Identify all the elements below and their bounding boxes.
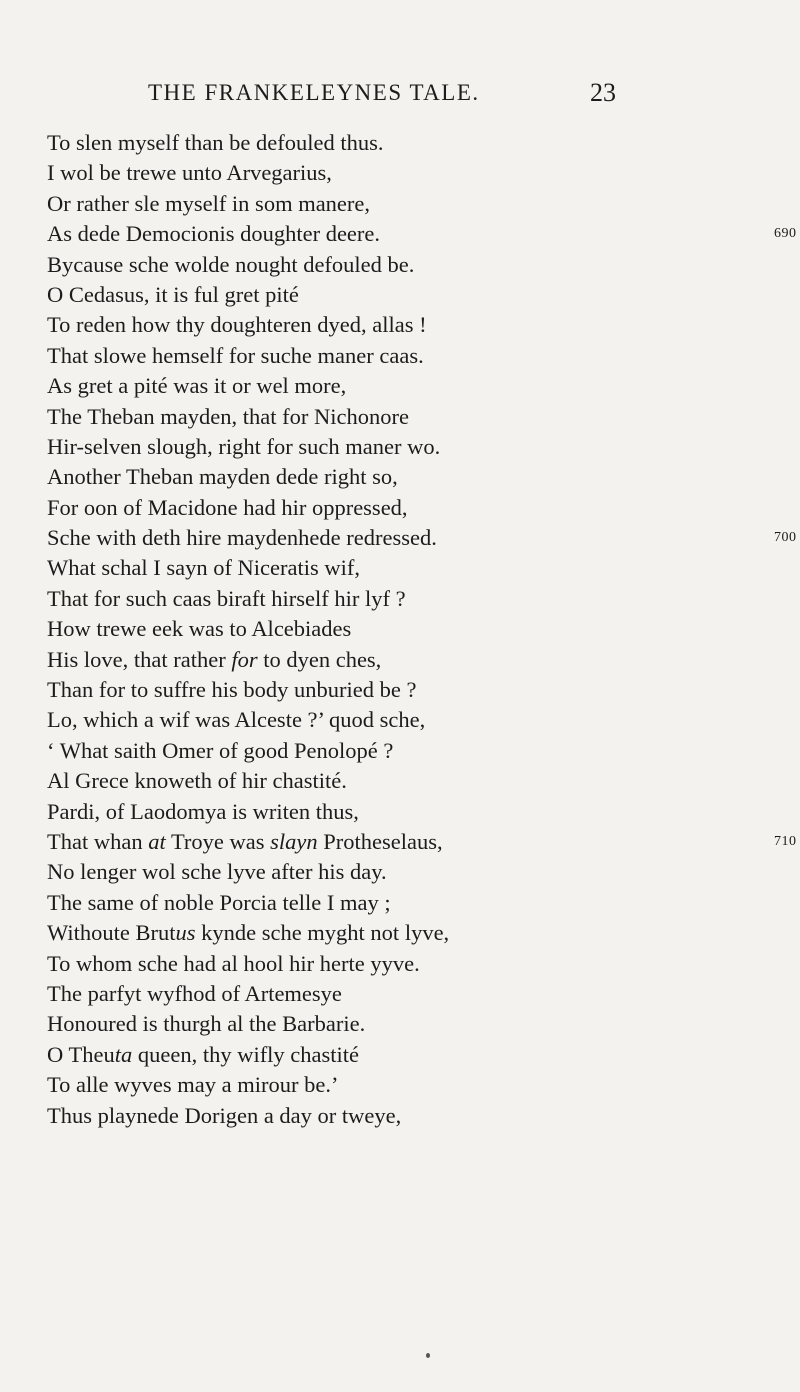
verse-text: To whom sche had al hool hir herte yyve. xyxy=(47,950,420,976)
verse-line xyxy=(47,1070,687,1100)
verse-text: To slen myself than be defouled thus. xyxy=(47,130,384,155)
verse-line xyxy=(47,341,687,371)
verse-line xyxy=(47,645,687,675)
verse-text: Honoured is thurgh al the Barbarie. xyxy=(47,1011,366,1037)
verse-line xyxy=(47,827,797,857)
verse-line xyxy=(47,888,687,918)
verse-text: I wol be trewe unto Arvegarius, xyxy=(47,160,332,186)
page-number: 23 xyxy=(590,78,616,107)
verse-line xyxy=(47,219,797,249)
verse-line xyxy=(47,402,687,432)
verse-text: kynde sche myght not lyve, xyxy=(195,920,450,946)
verse-line xyxy=(47,523,797,553)
verse-text: The parfyt wyfhod of Artemesye xyxy=(47,980,342,1006)
verse-text: O Cedasus, it is ful gret pité xyxy=(47,281,299,307)
verse-line xyxy=(47,310,687,340)
verse-text: Pardi, of Laodomya is writen thus, xyxy=(47,798,359,824)
verse-italic-text: ta xyxy=(114,1041,133,1067)
verse-line xyxy=(47,979,687,1009)
verse-text: queen, thy wifly chastité xyxy=(132,1041,360,1067)
verse-line xyxy=(47,1040,687,1070)
verse-line xyxy=(47,158,687,188)
verse-text: to dyen ches, xyxy=(257,646,382,672)
verse-line xyxy=(47,766,687,796)
verse-text: That for such caas biraft hirself hir lyf ? xyxy=(47,585,406,611)
verse-line xyxy=(47,736,687,766)
verse-line xyxy=(47,493,687,523)
verse-text: To reden how thy doughteren dyed, allas ! xyxy=(47,312,427,338)
verse-text: To alle wyves may a mirour be.’ xyxy=(47,1072,339,1098)
verse-text: Sche with deth hire maydenhede redressed. xyxy=(47,525,437,551)
verse-text: The same of noble Porcia telle I may ; xyxy=(47,889,391,915)
print-speck xyxy=(426,1353,430,1358)
verse-text: Thus playnede Dorigen a day or tweye, xyxy=(47,1102,402,1128)
verse-text: No lenger wol sche lyve after his day. xyxy=(47,859,387,885)
verse-italic-text: for xyxy=(231,646,258,672)
verse-text: Al Grece knoweth of hir chastité. xyxy=(47,768,347,794)
verse-text: As gret a pité was it or wel more, xyxy=(47,373,347,399)
verse-line xyxy=(47,584,687,614)
verse-text: His love, that rather xyxy=(47,646,232,672)
verse-line xyxy=(47,1009,687,1039)
verse-text: Protheselaus, xyxy=(317,828,443,854)
verse-italic-text: at xyxy=(148,828,166,854)
verse-line xyxy=(47,675,687,705)
verse-text: Than for to suffre his body unburied be ? xyxy=(47,677,417,703)
verse-text: As dede Democionis doughter deere. xyxy=(47,221,381,247)
verse-text: Another Theban mayden dede right so, xyxy=(47,464,398,490)
verse-text: What schal I sayn of Niceratis wif, xyxy=(47,555,361,581)
verse-line xyxy=(47,614,687,644)
verse-line xyxy=(47,128,687,158)
verse-text: Hir-selven slough, right for such maner wo. xyxy=(47,433,441,459)
verse-line xyxy=(47,250,687,280)
verse-text: O Theu xyxy=(47,1041,115,1067)
verse-line xyxy=(47,371,687,401)
line-number: 700 xyxy=(774,530,797,546)
verse-line xyxy=(47,1101,687,1131)
line-number: 710 xyxy=(774,833,797,849)
verse-text: That whan xyxy=(47,828,149,854)
verse-text: Or rather sle myself in som manere, xyxy=(47,190,371,216)
verse-text: ‘ What saith Omer of good Penolopé ? xyxy=(47,737,394,763)
line-number: 690 xyxy=(774,226,797,242)
verse-line xyxy=(47,462,687,492)
verse-line xyxy=(47,189,687,219)
verse-text: How trewe eek was to Alcebiades xyxy=(47,616,352,642)
verse-line xyxy=(47,280,687,310)
verse-line xyxy=(47,432,687,462)
verse-italic-text: slayn xyxy=(270,828,318,854)
verse-text: Withoute Brut xyxy=(47,920,176,946)
verse-line xyxy=(47,553,687,583)
verse-text: Lo, which a wif was Alceste ?’ quod sche, xyxy=(47,707,426,733)
verse-text: Troye was xyxy=(165,828,271,854)
running-title: THE FRANKELEYNES TALE. xyxy=(148,80,480,105)
verse-line xyxy=(47,857,687,887)
verse-italic-text: us xyxy=(175,920,196,946)
verse-text: That slowe hemself for suche maner caas. xyxy=(47,342,424,368)
verse-line xyxy=(47,918,687,948)
verse-line xyxy=(47,705,687,735)
verse-text: Bycause sche wolde nought defouled be. xyxy=(47,251,415,277)
verse-line xyxy=(47,949,687,979)
verse-line xyxy=(47,797,687,827)
verse-text: For oon of Macidone had hir oppressed, xyxy=(47,494,408,520)
verse-text: The Theban mayden, that for Nichonore xyxy=(47,403,409,429)
verse-block xyxy=(47,128,797,1131)
